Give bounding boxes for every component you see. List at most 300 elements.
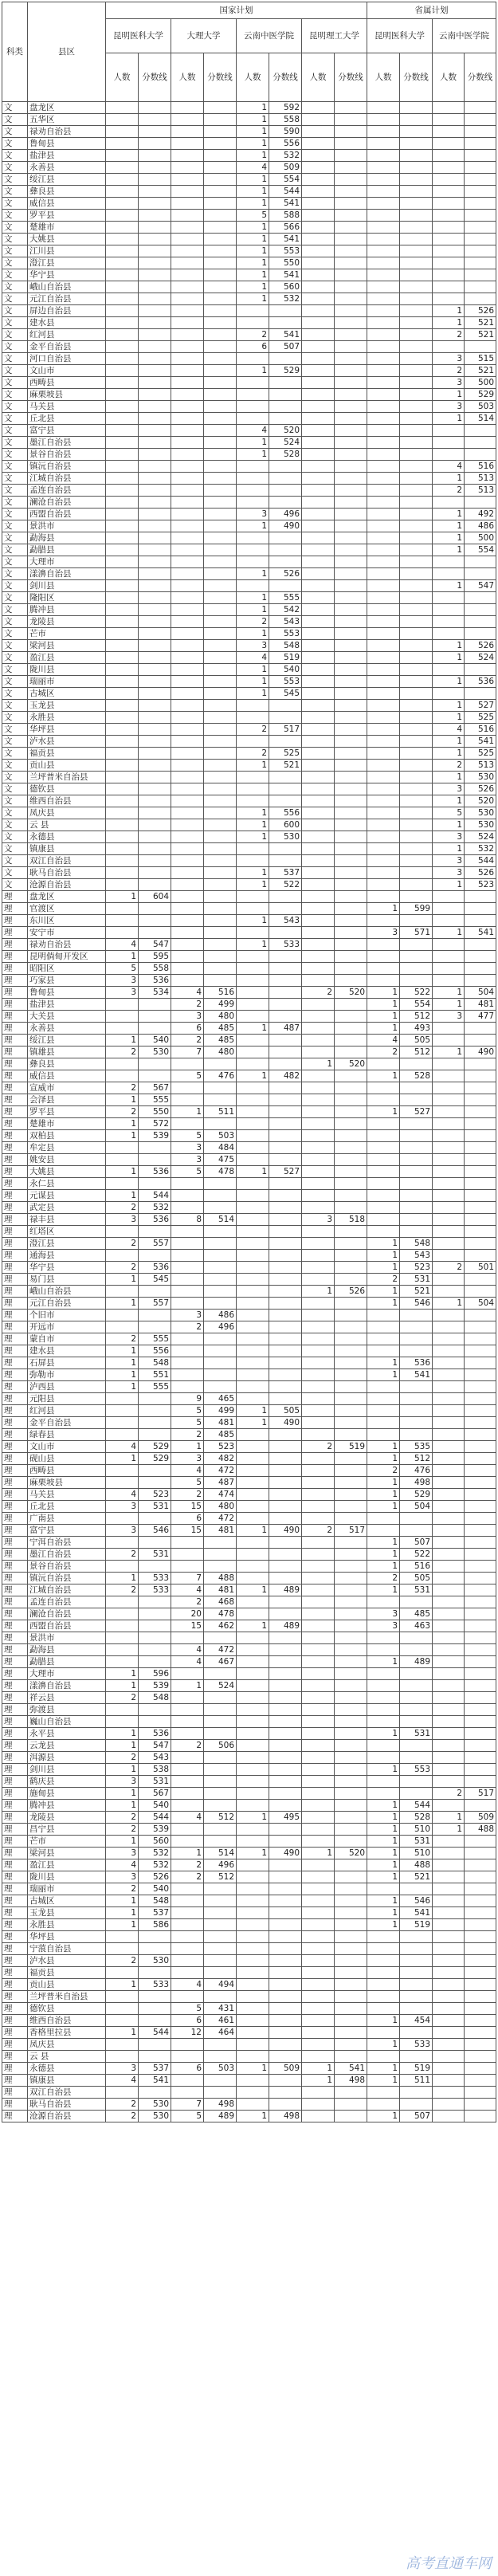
cell-renshu <box>237 1513 269 1525</box>
cell-renshu: 1 <box>237 628 269 640</box>
cell-fenshuxian <box>465 688 496 700</box>
cell-kelei: 文 <box>2 879 28 891</box>
cell-fenshuxian <box>335 1692 367 1704</box>
cell-renshu <box>302 1537 335 1549</box>
cell-fenshuxian: 556 <box>269 807 302 819</box>
header-renshu: 人数 <box>367 53 400 102</box>
cell-renshu <box>433 114 465 126</box>
cell-fenshuxian: 490 <box>465 1046 496 1058</box>
cell-xianqu: 元江自治县 <box>28 293 106 305</box>
cell-fenshuxian <box>204 150 237 162</box>
cell-renshu: 2 <box>302 1525 335 1537</box>
table-row <box>2 532 496 544</box>
cell-renshu <box>171 1345 204 1357</box>
cell-renshu: 3 <box>106 1776 139 1788</box>
cell-fenshuxian <box>269 927 302 939</box>
cell-renshu: 1 <box>433 580 465 592</box>
cell-fenshuxian: 528 <box>400 1070 433 1082</box>
cell-renshu <box>433 1764 465 1776</box>
cell-renshu <box>367 1883 400 1895</box>
cell-renshu <box>171 1716 204 1728</box>
cell-fenshuxian <box>400 1429 433 1441</box>
header-renshu: 人数 <box>237 53 269 102</box>
cell-renshu: 2 <box>106 1549 139 1561</box>
cell-renshu: 1 <box>171 1441 204 1453</box>
cell-renshu: 1 <box>237 520 269 532</box>
cell-renshu <box>433 186 465 198</box>
cell-fenshuxian <box>335 1429 367 1441</box>
table-row <box>2 652 496 664</box>
table-row <box>2 1907 496 1919</box>
cell-renshu <box>433 1142 465 1154</box>
cell-xianqu: 彝良县 <box>28 186 106 198</box>
cell-renshu <box>367 1991 400 2003</box>
cell-fenshuxian: 505 <box>400 1573 433 1584</box>
cell-fenshuxian: 521 <box>269 760 302 772</box>
cell-renshu: 7 <box>171 1573 204 1584</box>
cell-fenshuxian <box>400 843 433 855</box>
cell-xianqu: 龙陵县 <box>28 616 106 628</box>
cell-fenshuxian: 476 <box>204 1070 237 1082</box>
cell-fenshuxian: 543 <box>269 915 302 927</box>
cell-renshu <box>171 1549 204 1561</box>
cell-fenshuxian <box>204 1764 237 1776</box>
cell-renshu <box>433 222 465 234</box>
table-row <box>2 353 496 365</box>
cell-renshu <box>171 2039 204 2051</box>
cell-xianqu: 峨山自治县 <box>28 281 106 293</box>
cell-fenshuxian: 522 <box>400 1549 433 1561</box>
cell-renshu <box>367 1118 400 1130</box>
cell-renshu: 1 <box>367 2111 400 2122</box>
cell-fenshuxian <box>204 1250 237 1262</box>
cell-fenshuxian <box>335 1381 367 1393</box>
cell-renshu <box>302 1895 335 1907</box>
cell-fenshuxian <box>335 1967 367 1979</box>
cell-renshu <box>302 1417 335 1429</box>
cell-fenshuxian <box>465 1489 496 1501</box>
cell-renshu <box>433 1979 465 1991</box>
cell-fenshuxian <box>204 1692 237 1704</box>
cell-kelei: 文 <box>2 341 28 353</box>
cell-renshu: 3 <box>106 975 139 987</box>
cell-fenshuxian <box>335 843 367 855</box>
cell-fenshuxian <box>139 664 171 676</box>
cell-renshu <box>367 891 400 903</box>
cell-kelei: 理 <box>2 1728 28 1740</box>
cell-renshu <box>433 664 465 676</box>
cell-fenshuxian <box>204 1883 237 1895</box>
cell-renshu: 3 <box>171 1154 204 1166</box>
cell-xianqu: 河口自治县 <box>28 353 106 365</box>
cell-kelei: 理 <box>2 1082 28 1094</box>
cell-renshu <box>106 245 139 257</box>
cell-fenshuxian <box>139 257 171 269</box>
cell-renshu <box>171 2051 204 2063</box>
cell-fenshuxian <box>269 1680 302 1692</box>
cell-fenshuxian <box>335 1632 367 1644</box>
cell-renshu <box>433 1728 465 1740</box>
cell-fenshuxian <box>269 317 302 329</box>
cell-renshu <box>237 927 269 939</box>
cell-renshu: 1 <box>237 449 269 461</box>
cell-fenshuxian <box>400 544 433 556</box>
cell-renshu <box>106 1023 139 1035</box>
cell-renshu: 1 <box>237 257 269 269</box>
cell-fenshuxian <box>139 1429 171 1441</box>
table-row <box>2 1393 496 1405</box>
cell-fenshuxian <box>465 1441 496 1453</box>
cell-fenshuxian: 543 <box>269 616 302 628</box>
table-row <box>2 2039 496 2051</box>
cell-renshu <box>106 592 139 604</box>
cell-renshu <box>433 915 465 927</box>
cell-renshu <box>433 1620 465 1632</box>
cell-xianqu: 景洪市 <box>28 520 106 532</box>
cell-xianqu: 澄江县 <box>28 257 106 269</box>
cell-kelei: 理 <box>2 1513 28 1525</box>
cell-renshu: 1 <box>433 1046 465 1058</box>
cell-renshu: 1 <box>367 1907 400 1919</box>
table-row <box>2 1477 496 1489</box>
cell-renshu <box>106 712 139 724</box>
cell-fenshuxian <box>335 652 367 664</box>
cell-renshu <box>106 1596 139 1608</box>
cell-fenshuxian <box>335 1788 367 1800</box>
cell-renshu <box>171 748 204 760</box>
cell-fenshuxian: 553 <box>269 676 302 688</box>
cell-fenshuxian: 553 <box>400 1764 433 1776</box>
cell-fenshuxian <box>139 329 171 341</box>
cell-fenshuxian: 551 <box>139 1369 171 1381</box>
cell-fenshuxian <box>400 281 433 293</box>
table-row <box>2 449 496 461</box>
cell-renshu <box>171 461 204 473</box>
cell-renshu: 1 <box>302 2063 335 2075</box>
cell-fenshuxian: 494 <box>204 1979 237 1991</box>
cell-renshu <box>367 162 400 174</box>
cell-renshu <box>367 1716 400 1728</box>
cell-fenshuxian <box>400 700 433 712</box>
cell-fenshuxian <box>204 473 237 485</box>
cell-renshu <box>302 1501 335 1513</box>
cell-fenshuxian: 536 <box>139 1728 171 1740</box>
cell-renshu <box>171 114 204 126</box>
cell-renshu: 1 <box>106 1094 139 1106</box>
cell-xianqu: 宁蒗自治县 <box>28 1943 106 1955</box>
cell-fenshuxian <box>465 1907 496 1919</box>
cell-fenshuxian <box>204 1226 237 1238</box>
cell-fenshuxian <box>335 1166 367 1178</box>
cell-fenshuxian <box>465 1094 496 1106</box>
cell-renshu: 2 <box>106 1333 139 1345</box>
cell-fenshuxian <box>465 2075 496 2087</box>
cell-xianqu: 禄丰县 <box>28 1214 106 1226</box>
cell-renshu <box>433 2027 465 2039</box>
cell-renshu <box>171 2087 204 2099</box>
cell-renshu <box>237 891 269 903</box>
cell-fenshuxian: 532 <box>139 1859 171 1871</box>
cell-kelei: 理 <box>2 1537 28 1549</box>
table-row <box>2 700 496 712</box>
cell-renshu <box>367 1704 400 1716</box>
cell-fenshuxian <box>204 186 237 198</box>
cell-renshu <box>237 1262 269 1274</box>
cell-fenshuxian <box>204 712 237 724</box>
cell-fenshuxian <box>465 210 496 222</box>
table-row <box>2 951 496 963</box>
cell-fenshuxian <box>335 305 367 317</box>
table-row <box>2 1035 496 1046</box>
cell-renshu <box>106 281 139 293</box>
cell-kelei: 理 <box>2 1979 28 1991</box>
cell-fenshuxian: 485 <box>400 1608 433 1620</box>
table-row <box>2 1202 496 1214</box>
cell-fenshuxian <box>139 1561 171 1573</box>
cell-renshu <box>237 544 269 556</box>
cell-fenshuxian <box>269 855 302 867</box>
cell-fenshuxian: 507 <box>400 1537 433 1549</box>
cell-fenshuxian <box>400 748 433 760</box>
cell-fenshuxian <box>335 1608 367 1620</box>
cell-renshu <box>302 102 335 114</box>
cell-renshu: 1 <box>237 1405 269 1417</box>
cell-renshu <box>106 688 139 700</box>
cell-renshu <box>106 138 139 150</box>
cell-renshu <box>171 473 204 485</box>
cell-renshu <box>367 138 400 150</box>
cell-renshu <box>302 293 335 305</box>
cell-fenshuxian <box>465 1632 496 1644</box>
cell-fenshuxian: 555 <box>269 592 302 604</box>
cell-fenshuxian <box>269 1728 302 1740</box>
cell-fenshuxian <box>269 1668 302 1680</box>
cell-renshu: 7 <box>171 1046 204 1058</box>
cell-renshu: 1 <box>237 819 269 831</box>
table-row <box>2 592 496 604</box>
cell-fenshuxian <box>335 1142 367 1154</box>
cell-xianqu: 陇川县 <box>28 664 106 676</box>
cell-fenshuxian: 545 <box>269 688 302 700</box>
cell-renshu <box>302 712 335 724</box>
cell-fenshuxian <box>465 1620 496 1632</box>
cell-renshu <box>237 1226 269 1238</box>
cell-renshu <box>237 1190 269 1202</box>
cell-renshu <box>302 1656 335 1668</box>
cell-fenshuxian <box>400 652 433 664</box>
cell-renshu <box>367 592 400 604</box>
cell-renshu <box>433 2099 465 2111</box>
table-row <box>2 1704 496 1716</box>
cell-renshu <box>433 568 465 580</box>
cell-renshu <box>106 341 139 353</box>
cell-fenshuxian: 461 <box>204 2015 237 2027</box>
cell-fenshuxian <box>204 1274 237 1286</box>
cell-kelei: 文 <box>2 652 28 664</box>
table-row <box>2 150 496 162</box>
cell-fenshuxian <box>335 1704 367 1716</box>
cell-renshu <box>106 305 139 317</box>
cell-renshu <box>171 449 204 461</box>
cell-fenshuxian <box>139 807 171 819</box>
cell-xianqu: 绥江县 <box>28 1035 106 1046</box>
cell-fenshuxian: 454 <box>400 2015 433 2027</box>
table-row <box>2 736 496 748</box>
cell-renshu <box>237 1800 269 1812</box>
cell-renshu: 4 <box>171 1812 204 1824</box>
cell-renshu: 3 <box>171 1453 204 1465</box>
cell-fenshuxian <box>139 580 171 592</box>
cell-xianqu: 楚雄市 <box>28 1118 106 1130</box>
cell-renshu <box>302 485 335 497</box>
cell-fenshuxian <box>269 1214 302 1226</box>
cell-fenshuxian <box>204 556 237 568</box>
cell-renshu: 2 <box>106 2111 139 2122</box>
cell-renshu <box>433 449 465 461</box>
cell-fenshuxian <box>465 1967 496 1979</box>
cell-fenshuxian <box>139 1991 171 2003</box>
cell-xianqu: 江川县 <box>28 245 106 257</box>
cell-fenshuxian <box>400 1310 433 1321</box>
cell-fenshuxian <box>400 1513 433 1525</box>
cell-renshu <box>367 1166 400 1178</box>
cell-fenshuxian <box>335 1644 367 1656</box>
cell-renshu <box>433 1752 465 1764</box>
cell-renshu <box>302 1991 335 2003</box>
cell-renshu <box>237 736 269 748</box>
table-row <box>2 867 496 879</box>
cell-kelei: 文 <box>2 365 28 377</box>
cell-renshu <box>433 1429 465 1441</box>
cell-renshu <box>367 449 400 461</box>
cell-renshu <box>171 1226 204 1238</box>
cell-kelei: 文 <box>2 795 28 807</box>
cell-fenshuxian: 489 <box>269 1584 302 1596</box>
cell-fenshuxian <box>465 1035 496 1046</box>
cell-fenshuxian <box>335 377 367 389</box>
cell-fenshuxian: 558 <box>139 963 171 975</box>
cell-fenshuxian <box>204 1178 237 1190</box>
cell-fenshuxian <box>139 461 171 473</box>
table-row <box>2 413 496 425</box>
table-row <box>2 1094 496 1106</box>
table-row <box>2 2027 496 2039</box>
cell-xianqu: 彝良县 <box>28 1058 106 1070</box>
cell-fenshuxian: 533 <box>269 939 302 951</box>
cell-renshu <box>237 1058 269 1070</box>
cell-renshu <box>106 186 139 198</box>
cell-renshu <box>367 1393 400 1405</box>
cell-fenshuxian <box>335 1333 367 1345</box>
table-row <box>2 1011 496 1023</box>
cell-renshu <box>433 1680 465 1692</box>
cell-fenshuxian <box>269 1871 302 1883</box>
cell-fenshuxian <box>204 305 237 317</box>
cell-fenshuxian <box>400 473 433 485</box>
cell-fenshuxian <box>335 963 367 975</box>
cell-renshu <box>106 269 139 281</box>
cell-kelei: 理 <box>2 1501 28 1513</box>
cell-renshu <box>433 425 465 437</box>
cell-renshu <box>106 102 139 114</box>
cell-fenshuxian <box>465 1417 496 1429</box>
cell-fenshuxian <box>139 1596 171 1608</box>
cell-fenshuxian <box>465 245 496 257</box>
cell-renshu <box>237 1644 269 1656</box>
cell-renshu <box>171 1764 204 1776</box>
cell-fenshuxian: 493 <box>400 1023 433 1035</box>
cell-renshu <box>367 783 400 795</box>
cell-renshu: 3 <box>106 1501 139 1513</box>
cell-renshu <box>171 293 204 305</box>
cell-renshu: 1 <box>433 413 465 425</box>
cell-fenshuxian: 520 <box>335 1058 367 1070</box>
cell-renshu: 1 <box>106 1668 139 1680</box>
cell-fenshuxian <box>204 1381 237 1393</box>
cell-renshu <box>171 353 204 365</box>
cell-fenshuxian: 548 <box>139 1895 171 1907</box>
cell-kelei: 文 <box>2 664 28 676</box>
cell-fenshuxian <box>139 222 171 234</box>
cell-renshu <box>302 1357 335 1369</box>
cell-renshu <box>433 1537 465 1549</box>
cell-xianqu: 绥江县 <box>28 174 106 186</box>
cell-fenshuxian: 509 <box>465 1812 496 1824</box>
cell-fenshuxian <box>204 592 237 604</box>
cell-renshu <box>302 1955 335 1967</box>
cell-fenshuxian: 531 <box>139 1501 171 1513</box>
cell-fenshuxian <box>335 831 367 843</box>
cell-renshu: 1 <box>237 1023 269 1035</box>
cell-fenshuxian <box>204 1800 237 1812</box>
cell-fenshuxian <box>269 1883 302 1895</box>
cell-fenshuxian <box>465 1023 496 1035</box>
cell-fenshuxian <box>335 1620 367 1632</box>
cell-fenshuxian <box>269 1824 302 1836</box>
cell-renshu: 1 <box>367 2015 400 2027</box>
cell-fenshuxian <box>139 1537 171 1549</box>
cell-fenshuxian <box>204 1931 237 1943</box>
cell-fenshuxian <box>139 317 171 329</box>
table-row <box>2 1561 496 1573</box>
cell-fenshuxian: 604 <box>139 891 171 903</box>
table-row <box>2 1513 496 1525</box>
table-row <box>2 1632 496 1644</box>
cell-renshu: 6 <box>171 1023 204 1035</box>
cell-renshu <box>237 1381 269 1393</box>
cell-renshu <box>367 676 400 688</box>
cell-renshu <box>171 724 204 736</box>
cell-fenshuxian <box>400 1094 433 1106</box>
cell-fenshuxian <box>269 1310 302 1321</box>
table-row <box>2 783 496 795</box>
table-row <box>2 664 496 676</box>
table-row <box>2 1298 496 1310</box>
cell-renshu: 3 <box>433 831 465 843</box>
cell-xianqu: 巧家县 <box>28 975 106 987</box>
cell-renshu <box>433 2075 465 2087</box>
cell-renshu <box>171 1907 204 1919</box>
cell-kelei: 文 <box>2 616 28 628</box>
cell-fenshuxian <box>335 1046 367 1058</box>
cell-xianqu: 漾濞自治县 <box>28 1680 106 1692</box>
cell-fenshuxian <box>269 1190 302 1202</box>
cell-fenshuxian <box>335 281 367 293</box>
cell-kelei: 理 <box>2 915 28 927</box>
cell-renshu <box>237 1871 269 1883</box>
cell-kelei: 文 <box>2 234 28 245</box>
table-row <box>2 1130 496 1142</box>
